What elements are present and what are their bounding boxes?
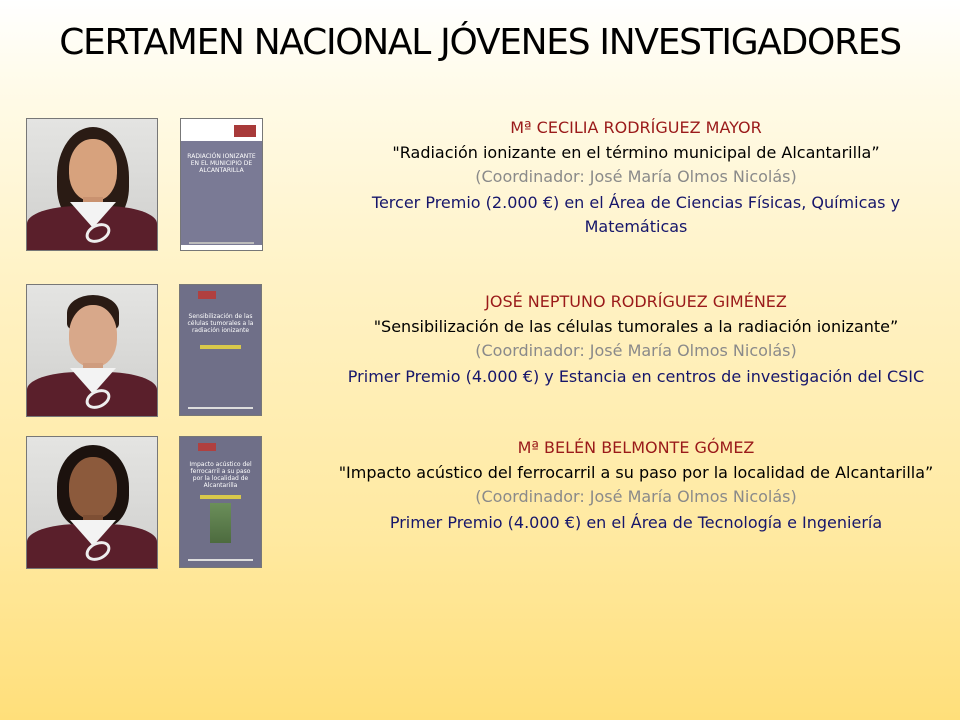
project-title-3: "Impacto acústico del ferrocarril a su paso por la localidad de Alcantarilla”	[338, 462, 934, 482]
cover-title-3: Impacto acústico del ferrocarril a su paso por la localidad de Alcantarilla	[189, 461, 252, 489]
cover-title-1: RADIACIÓN IONIZANTE EN EL MUNICIPIO DE ALCANTARILLA	[187, 153, 256, 174]
project-title-1: "Radiación ionizante en el término municipal de Alcantarilla”	[392, 142, 880, 162]
coordinator-3: (Coordinador: José María Olmos Nicolás)	[475, 487, 797, 506]
prize-1b: Matemáticas	[584, 217, 688, 236]
project-cover-1	[180, 118, 263, 251]
coordinator-2: (Coordinador: José María Olmos Nicolás)	[475, 341, 797, 360]
prize-3: Primer Premio (4.000 €) en el Área de Tecnología e Ingeniería	[389, 512, 883, 532]
cover-title-2: Sensibilización de las células tumorales a la radiación ionizante	[187, 313, 254, 334]
student-name-2: JOSÉ NEPTUNO RODRÍGUEZ GIMÉNEZ	[485, 292, 787, 311]
coordinator-1: (Coordinador: José María Olmos Nicolás)	[475, 167, 797, 186]
project-cover-3	[179, 436, 262, 568]
student-name-1: Mª CECILIA RODRÍGUEZ MAYOR	[510, 118, 762, 137]
cover-photo-3	[210, 503, 231, 543]
page-title: CERTAMEN NACIONAL JÓVENES INVESTIGADORES	[59, 22, 901, 63]
entry-3	[300, 436, 960, 535]
student-name-3: Mª BELÉN BELMONTE GÓMEZ	[517, 438, 755, 457]
student-photo-2	[26, 284, 158, 417]
project-title-2: "Sensibilización de las células tumorales a la radiación ionizante”	[373, 316, 899, 336]
entry-1	[300, 116, 960, 240]
prize-2: Primer Premio (4.000 €) y Estancia en centros de investigación del CSIC	[347, 366, 925, 386]
student-photo-3	[26, 436, 158, 569]
entry-2	[300, 290, 960, 389]
project-cover-2	[179, 284, 262, 416]
prize-1a: Tercer Premio (2.000 €) en el Área de Ciencias Físicas, Químicas y	[371, 192, 901, 212]
student-photo-1	[26, 118, 158, 251]
